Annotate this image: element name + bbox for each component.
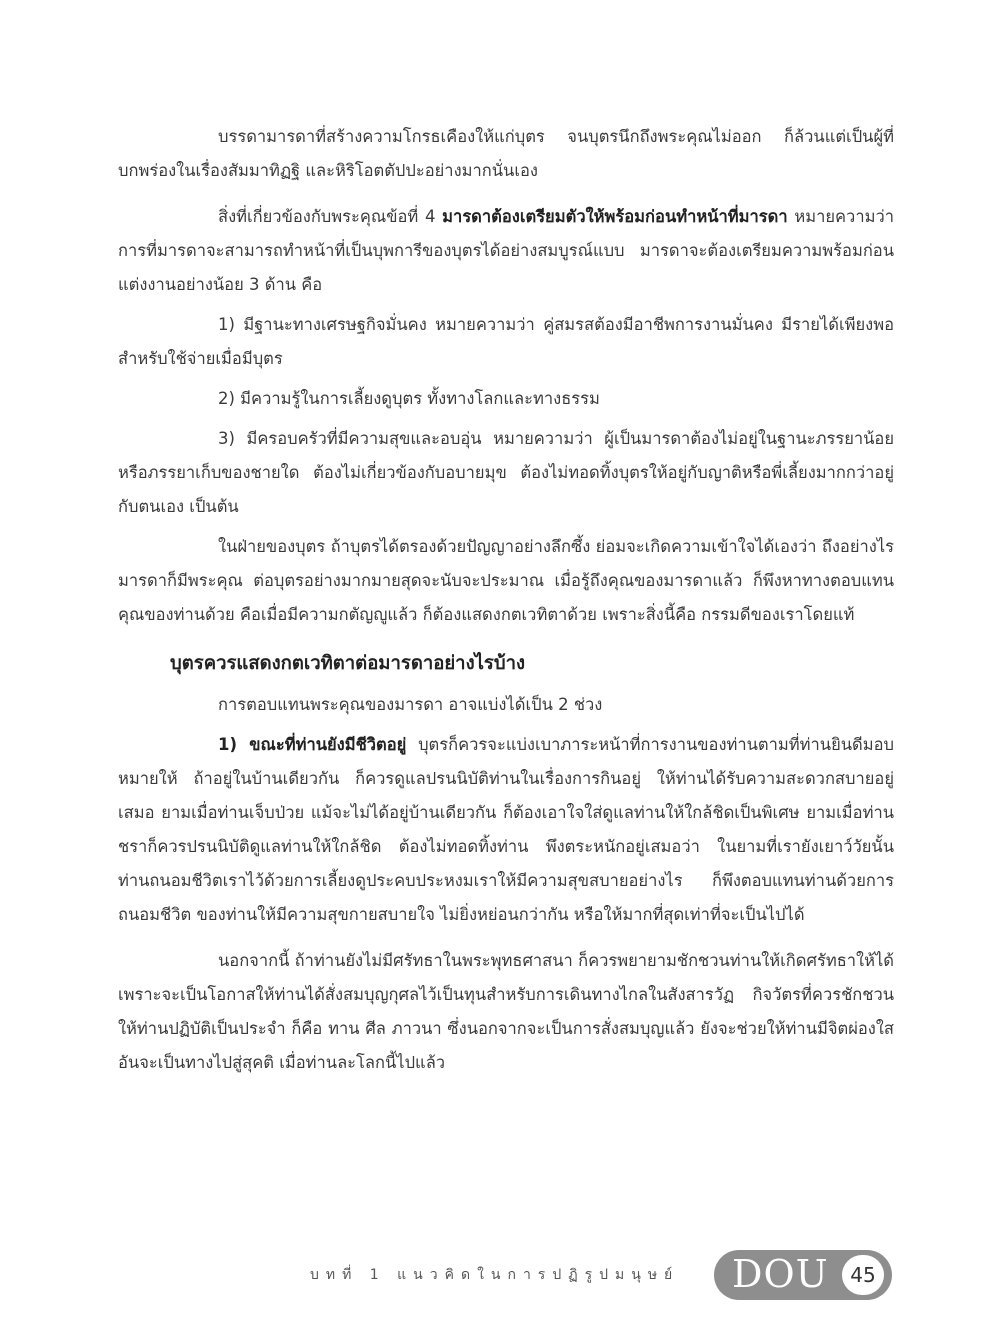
list-item-knowledge: 2) มีความรู้ในการเลี้ยงดูบุตร ทั้งทางโลกและทางธรรม — [218, 389, 600, 408]
paragraph-while-alive — [118, 728, 894, 932]
paragraph-faith: นอกจากนี้ ถ้าท่านยังไม่มีศรัทธาในพระพุทธศาสนา ก็ควรพยายามชักชวนท่านให้เกิดศรัทธาให้ได้ เพราะจะเป็นโอกาสให้ท่านได้สั่งสมบุญกุศลไว้เป็นทุนสำหรับการเดินทางไกลในสังสารวัฏ กิจวัตรที่ควรชักชวนให้ท่านปฏิบัติเป็นประจำ ก็คือ ทาน ศีล ภาวนา ซึ่งนอกจากจะเป็นการสั่งสมบุญแล้ว ยังจะช่วยให้ท่านมีจิตผ่องใส อันจะเป็นทางไปสู่สุคติ เมื่อท่านละโลกนี้ไปแล้ว — [118, 951, 894, 1072]
page-body — [118, 120, 894, 1092]
paragraph-virtue-4 — [118, 200, 894, 302]
chapter-title: บทที่ 1 แนวคิดในการปฏิรูปมนุษย์ — [310, 1267, 680, 1283]
virtue-4-intro: สิ่งที่เกี่ยวข้องกับพระคุณข้อที่ 4 — [218, 207, 443, 226]
page-number: 45 — [842, 1255, 884, 1295]
dou-logo-badge — [714, 1250, 892, 1300]
paragraph-child-gratitude: ในฝ่ายของบุตร ถ้าบุตรได้ตรองด้วยปัญญาอย่างลึกซึ้ง ย่อมจะเกิดความเข้าใจได้เองว่า ถึงอย่างไรมารดาก็มีพระคุณ ต่อบุตรอย่างมากมายสุดจะนับจะประมาณ เมื่อรู้ถึงคุณของมารดาแล้ว ก็พึงหาทางตอบแทนคุณของท่านด้วย คือเมื่อมีความกตัญญูแล้ว ก็ต้องแสดงกตเวทิตาด้วย เพราะสิ่งนี้คือ กรรมดีของเราโดยแท้ — [118, 537, 894, 624]
dou-logo-text: DOU — [732, 1252, 829, 1296]
virtue-4-body: หมายความว่า การที่มารดาจะสามารถทำหน้าที่เป็นบุพการีของบุตรได้อย่างสมบูรณ์แบบ มารดาจะต้องเตรียมความพร้อมก่อนแต่งงานอย่างน้อย 3 ด้าน คือ — [118, 207, 894, 294]
page-footer — [0, 1250, 1000, 1300]
paragraph-two-periods: การตอบแทนพระคุณของมารดา อาจแบ่งได้เป็น 2 ช่วง — [218, 695, 603, 714]
virtue-4-title: มารดาต้องเตรียมตัวให้พร้อมก่อนทำหน้าที่มารดา — [442, 207, 788, 226]
list-item-family: 3) มีครอบครัวที่มีความสุขและอบอุ่น หมายความว่า ผู้เป็นมารดาต้องไม่อยู่ในฐานะภรรยาน้อย หรือภรรยาเก็บของชายใด ต้องไม่เกี่ยวข้องกับอบายมุข ต้องไม่ทอดทิ้งบุตรให้อยู่กับญาติหรือพี่เลี้ยงมากกว่าอยู่กับตนเอง เป็นต้น — [118, 429, 894, 516]
list-item-economy: 1) มีฐานะทางเศรษฐกิจมั่นคง หมายความว่า คู่สมรสต้องมีอาชีพการงานมั่นคง มีรายได้เพียงพอสำหรับใช้จ่ายเมื่อมีบุตร — [118, 315, 894, 368]
paragraph-mother-faults: บรรดามารดาที่สร้างความโกรธเคืองให้แก่บุตร จนบุตรนึกถึงพระคุณไม่ออก ก็ล้วนแต่เป็นผู้ที่บกพร่องในเรื่องสัมมาทิฏฐิ และหิริโอตตัปปะอย่างมากนั่นเอง — [118, 127, 894, 180]
section-heading: บุตรควรแสดงกตเวทิตาต่อมารดาอย่างไรบ้าง — [170, 653, 526, 674]
while-alive-body: บุตรก็ควรจะแบ่งเบาภาระหน้าที่การงานของท่านตามที่ท่านยินดีมอบหมายให้ ถ้าอยู่ในบ้านเดียวกัน ก็ควรดูแลปรนนิบัติท่านในเรื่องการกินอยู่ ให้ท่านได้รับความสะดวกสบายอยู่เสมอ ยามเมื่อท่านเจ็บป่วย แม้จะไม่ได้อยู่บ้านเดียวกัน ก็ต้องเอาใจใส่ดูแลท่านให้ใกล้ชิดเป็นพิเศษ ยามเมื่อท่านชราก็ควรปรนนิบัติดูแลท่านให้ใกล้ชิด ต้องไม่ทอดทิ้งท่าน พึงตระหนักอยู่เสมอว่า ในยามที่เรายังเยาว์วัยนั้น ท่านถนอมชีวิตเราไว้ด้วยการเลี้ยงดูประคบประหงมเราให้มีความสุขสบายอย่างไร ก็พึงตอบแทนท่านด้วยการถนอมชีวิต ของท่านให้มีความสุขกายสบายใจ ไม่ยิ่งหย่อนกว่ากัน หรือให้มากที่สุดเท่าที่จะเป็นไปได้ — [118, 735, 894, 924]
while-alive-title: 1) ขณะที่ท่านยังมีชีวิตอยู่ — [218, 735, 407, 754]
